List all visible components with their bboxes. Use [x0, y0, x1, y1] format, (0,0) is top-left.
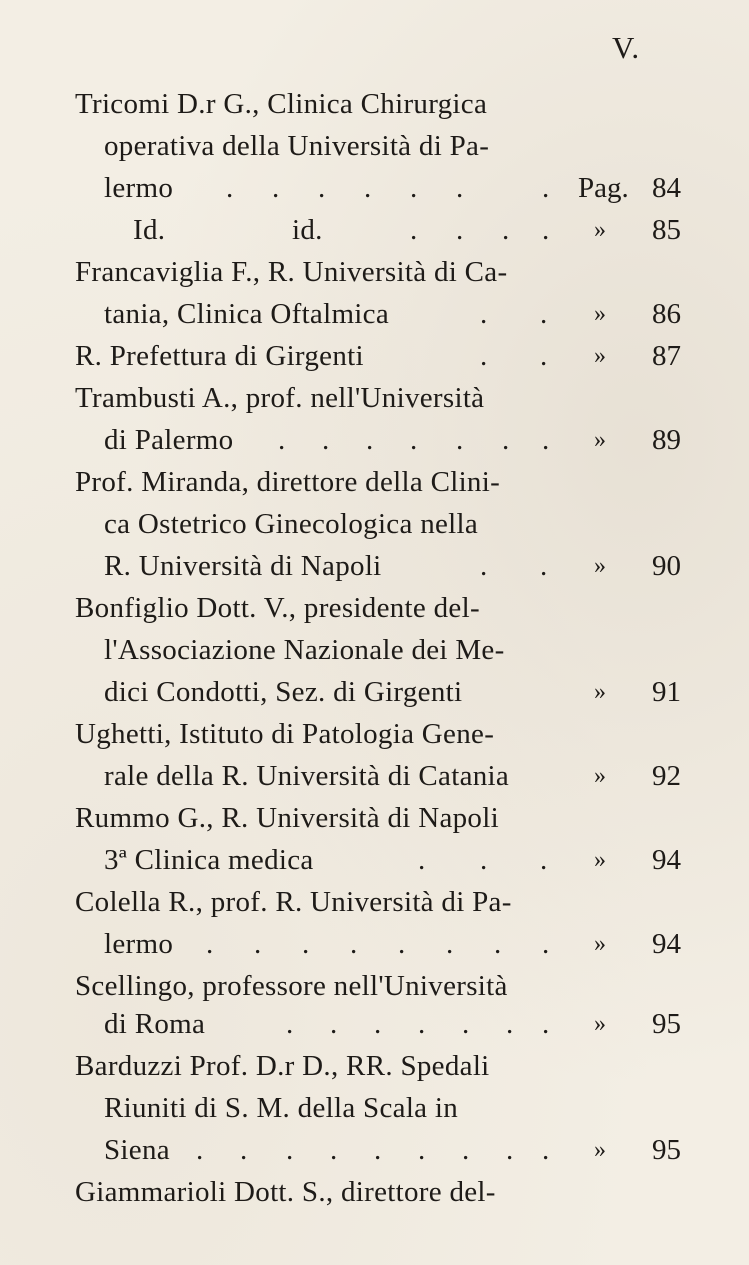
index-line	[0, 923, 749, 965]
leader-dot: .	[494, 928, 502, 960]
page-ref-number: 95	[652, 1008, 681, 1040]
entry-text: Giammarioli Dott. S., direttore del-	[75, 1176, 496, 1208]
index-line	[0, 797, 749, 839]
leader-dot: .	[286, 1134, 294, 1166]
leader-dot: .	[456, 172, 464, 204]
entry-text: Rummo G., R. Università di Napoli	[75, 802, 499, 834]
page-ref-number: 94	[652, 928, 681, 960]
index-line	[0, 839, 749, 881]
leader-dot: .	[350, 928, 358, 960]
entry-text: Scellingo, professore nell'Università	[75, 970, 508, 1002]
index-line	[0, 125, 749, 167]
index-line	[0, 335, 749, 377]
entry-text: Trambusti A., prof. nell'Università	[75, 382, 485, 414]
index-line	[0, 1003, 749, 1045]
page-ref-number: 91	[652, 676, 681, 708]
page-ref-number: 85	[652, 214, 681, 246]
entry-text: ca Ostetrico Ginecologica nella	[104, 508, 479, 540]
leader-dot: .	[456, 424, 464, 456]
leader-dot: .	[502, 214, 510, 246]
leader-dot: .	[542, 1134, 550, 1166]
leader-dot: .	[374, 1008, 382, 1040]
entry-text: dici Condotti, Sez. di Girgenti	[104, 676, 463, 708]
index-line	[0, 671, 749, 713]
entry-text: 3ª Clinica medica	[104, 844, 314, 876]
entry-text: Prof. Miranda, direttore della Clini-	[75, 466, 501, 498]
entry-text: Id.	[133, 214, 166, 246]
leader-dot: .	[302, 928, 310, 960]
page-ref-number: 89	[652, 424, 681, 456]
page-ref-number: 90	[652, 550, 681, 582]
entry-text: Riuniti di S. M. della Scala in	[104, 1092, 459, 1124]
leader-dot: .	[480, 340, 488, 372]
leader-dot: .	[418, 1008, 426, 1040]
entry-text: R. Università di Napoli	[104, 550, 382, 582]
leader-dot: .	[272, 172, 280, 204]
leader-dot: .	[542, 1008, 550, 1040]
leader-dot: .	[418, 1134, 426, 1166]
page-ref-label: Pag.	[578, 172, 629, 204]
ditto-mark: »	[594, 679, 606, 705]
entry-text: Barduzzi Prof. D.r D., RR. Spedali	[75, 1050, 490, 1082]
entry-text: Tricomi D.r G., Clinica Chirurgica	[75, 88, 488, 120]
index-line	[0, 881, 749, 923]
leader-dot: .	[506, 1134, 514, 1166]
leader-dot: .	[542, 214, 550, 246]
index-line	[0, 545, 749, 587]
leader-dot: .	[542, 172, 550, 204]
ditto-mark: »	[594, 1011, 606, 1037]
leader-dot: .	[540, 844, 548, 876]
index-line	[0, 1045, 749, 1087]
entry-text: tania, Clinica Oftalmica	[104, 298, 390, 330]
page-ref-number: 86	[652, 298, 681, 330]
ditto-mark: »	[594, 763, 606, 789]
leader-dot: .	[542, 424, 550, 456]
index-line	[0, 1129, 749, 1171]
ditto-mark: »	[594, 1137, 606, 1163]
entry-text: Francaviglia F., R. Università di Ca-	[75, 256, 508, 288]
leader-dot: .	[480, 550, 488, 582]
entry-text: Siena	[104, 1134, 170, 1166]
leader-dot: .	[502, 424, 510, 456]
ditto-mark: »	[594, 847, 606, 873]
entry-text: rale della R. Università di Catania	[104, 760, 510, 792]
leader-dot: .	[322, 424, 330, 456]
page-ref-number: 84	[652, 172, 681, 204]
leader-dot: .	[410, 424, 418, 456]
index-line	[0, 83, 749, 125]
leader-dot: .	[240, 1134, 248, 1166]
leader-dot: .	[540, 298, 548, 330]
leader-dot: .	[506, 1008, 514, 1040]
leader-dot: .	[226, 172, 234, 204]
index-line	[0, 209, 749, 251]
index-line	[0, 503, 749, 545]
leader-dot: .	[456, 214, 464, 246]
ditto-mark: »	[594, 301, 606, 327]
leader-dot: .	[374, 1134, 382, 1166]
entry-text: Colella R., prof. R. Università di Pa-	[75, 886, 512, 918]
page-ref-number: 95	[652, 1134, 681, 1166]
entry-text: di Palermo	[104, 424, 234, 456]
ditto-mark: »	[594, 343, 606, 369]
leader-dot: .	[286, 1008, 294, 1040]
entry-text: lermo	[104, 172, 174, 204]
leader-dot: .	[254, 928, 262, 960]
leader-dot: .	[462, 1134, 470, 1166]
index-line	[0, 755, 749, 797]
index-line	[0, 377, 749, 419]
index-line	[0, 1087, 749, 1129]
index-line	[0, 461, 749, 503]
page-ref-number: 87	[652, 340, 681, 372]
entry-text: R. Prefettura di Girgenti	[75, 340, 364, 372]
entry-text: id.	[292, 214, 323, 246]
leader-dot: .	[480, 298, 488, 330]
index-line	[0, 167, 749, 209]
leader-dot: .	[196, 1134, 204, 1166]
index-line	[0, 293, 749, 335]
index-line	[0, 713, 749, 755]
index-line	[0, 419, 749, 461]
ditto-mark: »	[594, 427, 606, 453]
leader-dot: .	[418, 844, 426, 876]
leader-dot: .	[364, 172, 372, 204]
leader-dot: .	[330, 1134, 338, 1166]
leader-dot: .	[366, 424, 374, 456]
leader-dot: .	[480, 844, 488, 876]
entry-text: di Roma	[104, 1008, 206, 1040]
leader-dot: .	[542, 928, 550, 960]
leader-dot: .	[278, 424, 286, 456]
index-line	[0, 629, 749, 671]
ditto-mark: »	[594, 931, 606, 957]
page-ref-number: 94	[652, 844, 681, 876]
index-line	[0, 251, 749, 293]
entry-text: l'Associazione Nazionale dei Me-	[104, 634, 505, 666]
entry-text: Bonfiglio Dott. V., presidente del-	[75, 592, 480, 624]
index-line	[0, 1171, 749, 1213]
index-line	[0, 587, 749, 629]
ditto-mark: »	[594, 553, 606, 579]
leader-dot: .	[446, 928, 454, 960]
entry-text: lermo	[104, 928, 174, 960]
page-number: V.	[612, 30, 641, 65]
leader-dot: .	[398, 928, 406, 960]
leader-dot: .	[410, 214, 418, 246]
ditto-mark: »	[594, 217, 606, 243]
leader-dot: .	[318, 172, 326, 204]
leader-dot: .	[462, 1008, 470, 1040]
leader-dot: .	[330, 1008, 338, 1040]
index-line	[0, 965, 749, 1007]
leader-dot: .	[540, 550, 548, 582]
entry-text: operativa della Università di Pa-	[104, 130, 490, 162]
leader-dot: .	[410, 172, 418, 204]
entry-text: Ughetti, Istituto di Patologia Gene-	[75, 718, 495, 750]
leader-dot: .	[540, 340, 548, 372]
page-ref-number: 92	[652, 760, 681, 792]
leader-dot: .	[206, 928, 214, 960]
